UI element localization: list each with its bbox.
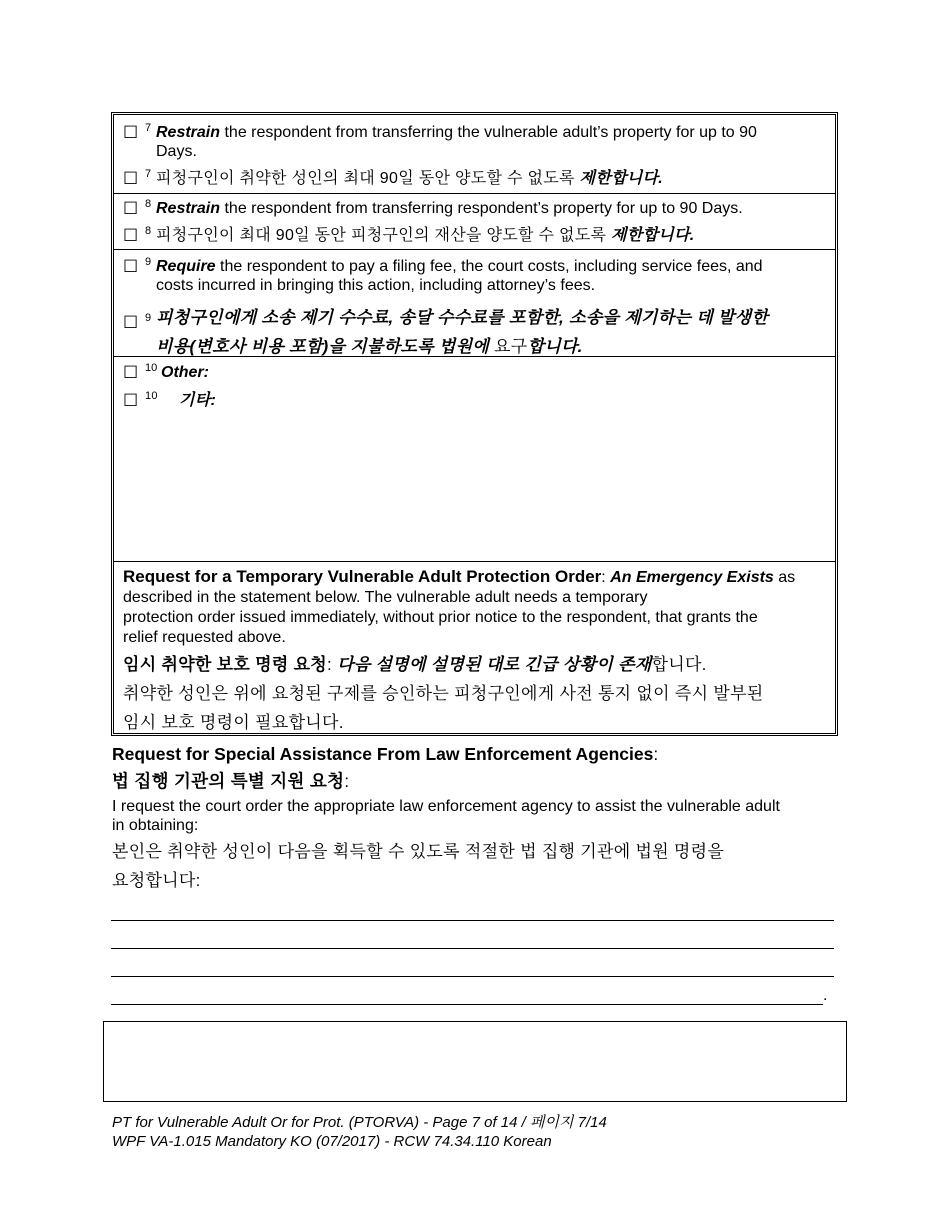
temporary-order-ko-line2: 취약한 성인은 위에 요청된 구제를 승인하는 피청구인에게 사전 통지 없이 즉시 발부된 (123, 684, 764, 703)
item-8-section (114, 194, 835, 250)
temporary-order-ko (123, 650, 829, 737)
law-enforcement-ko-title-text: 법 집행 기관의 특별 지원 요청 (112, 771, 345, 791)
item-9-checkbox[interactable]: ☐ (123, 257, 139, 276)
law-enforcement-ko-title (112, 770, 349, 792)
law-enforcement-title (112, 743, 658, 765)
temporary-order-line3: relief requested above. (123, 629, 286, 646)
temporary-order-line1: as described in the statement below. The vulnerable adult needs a temporary (123, 569, 796, 606)
signature-box[interactable] (103, 1021, 847, 1102)
item-7-ko-main: 피청구인이 취약한 성인의 최대 90일 동안 양도할 수 없도록 (156, 170, 580, 187)
item-7-ko-emph: 제한합니다. (579, 170, 664, 187)
item-8-number: 8 (145, 198, 152, 210)
item-9-ko-line2-c: 합니다. (527, 337, 583, 356)
answer-line-1[interactable] (111, 920, 834, 921)
item-8-en-lead: Restrain (156, 200, 221, 217)
item-7-number: 7 (145, 122, 152, 134)
footer-line-2: WPF VA-1.015 Mandatory KO (07/2017) - RCW 74.34.110 Korean (112, 1133, 552, 1150)
law-enforcement-title-text: Request for Special Assistance From Law Enforcement Agencies (112, 744, 654, 764)
temporary-order-line2: protection order issued immediately, without prior notice to the respondent, that grants the (123, 609, 758, 626)
answer-line-4[interactable] (111, 1004, 823, 1005)
item-8-ko-main: 피청구인이 최대 90일 동안 피청구인의 재산을 양도할 수 없도록 (156, 227, 612, 244)
item-9-section (114, 250, 835, 357)
item-10-ko-number: 10 (145, 390, 158, 402)
law-enforcement-ko-line2: 요청합니다: (112, 871, 201, 890)
item-10-ko-label: 기타: (179, 392, 217, 409)
item-10-checkbox[interactable]: ☐ (123, 363, 139, 382)
item-7-en-rest: the respondent from transferring the vulnerable adult’s property for up to 90 (220, 124, 757, 141)
temporary-order-ko-title: 임시 취약한 보호 명령 요청 (123, 655, 328, 674)
law-enforcement-title-colon: : (653, 744, 659, 764)
temporary-order-section (114, 562, 835, 733)
item-9-ko-line2-a: 비용(변호사 비용 포함)을 지불하도록 법원에 (156, 337, 495, 356)
law-enforcement-en-line2: in obtaining: (112, 817, 199, 834)
temporary-order-emph: An Emergency Exists (610, 569, 774, 586)
temporary-order-ko-end: 합니다. (651, 655, 707, 674)
footer-line-1: PT for Vulnerable Adult Or for Prot. (PTORVA) - Page 7 of 14 / 페이지 7/14 (112, 1114, 607, 1131)
item-7-ko-number: 7 (145, 168, 152, 180)
law-enforcement-en-text (112, 797, 780, 835)
item-8-ko-checkbox[interactable]: ☐ (123, 226, 139, 245)
item-10-en-label: Other: (161, 364, 209, 381)
item-8-ko-text (156, 226, 829, 245)
item-8-ko-emph: 제한합니다. (611, 227, 695, 244)
item-10-ko-text (179, 391, 829, 410)
temporary-order-ko-emph: 다음 설명에 설명된 대로 긴급 상황이 존재 (337, 655, 652, 674)
item-9-en-text (156, 257, 829, 295)
law-enforcement-en-line1: I request the court order the appropriate law enforcement agency to assist the vulnerable adult (112, 798, 780, 815)
item-8-en-rest: the respondent from transferring respondent’s property for up to 90 Days. (220, 200, 743, 217)
temporary-order-ko-line3: 임시 보호 명령이 필요합니다. (123, 713, 344, 732)
item-10-section (114, 357, 835, 562)
answer-line-2[interactable] (111, 948, 834, 949)
law-enforcement-ko-title-colon: : (344, 771, 350, 791)
item-9-en-rest-2: costs incurred in bringing this action, including attorney’s fees. (156, 277, 596, 294)
temporary-order-colon: : (601, 569, 611, 586)
law-enforcement-ko-line1: 본인은 취약한 성인이 다음을 획득할 수 있도록 적절한 법 집행 기관에 법원 명령을 (112, 842, 725, 861)
temporary-order-title: Request for a Temporary Vulnerable Adult Protection Order (123, 567, 602, 586)
item-8-ko-number: 8 (145, 225, 152, 237)
item-7-en-text (156, 123, 829, 161)
item-9-number: 9 (145, 256, 152, 268)
answer-line-3[interactable] (111, 976, 834, 977)
item-10-ko-checkbox[interactable]: ☐ (123, 391, 139, 410)
item-7-en-lead: Restrain (156, 124, 221, 141)
item-9-en-lead: Require (156, 258, 216, 275)
temporary-order-en (123, 567, 829, 648)
item-9-ko-number: 9 (145, 312, 152, 324)
item-7-ko-checkbox[interactable]: ☐ (123, 169, 139, 188)
temporary-order-ko-colon: : (327, 655, 338, 674)
item-9-ko-text (156, 303, 829, 361)
item-7-checkbox[interactable]: ☐ (123, 123, 139, 142)
answer-line-period: . (823, 987, 828, 1004)
item-8-checkbox[interactable]: ☐ (123, 199, 139, 218)
item-9-en-rest: the respondent to pay a filing fee, the court costs, including service fees, and (215, 258, 763, 275)
item-7-section (114, 115, 835, 194)
item-9-ko-line2-b: 요구 (494, 337, 528, 356)
item-8-en-text (156, 199, 829, 218)
item-7-en-rest-2: Days. (156, 143, 197, 160)
item-10-number: 10 (145, 362, 158, 374)
item-9-ko-checkbox[interactable]: ☐ (123, 313, 139, 332)
item-10-en-text (161, 363, 829, 382)
item-7-ko-text (156, 169, 829, 188)
relief-table (111, 112, 838, 736)
item-9-ko-line1: 피청구인에게 소송 제기 수수료, 송달 수수료를 포함한, 소송을 제기하는 데 발생한 (156, 308, 769, 327)
law-enforcement-ko-text (112, 837, 724, 895)
